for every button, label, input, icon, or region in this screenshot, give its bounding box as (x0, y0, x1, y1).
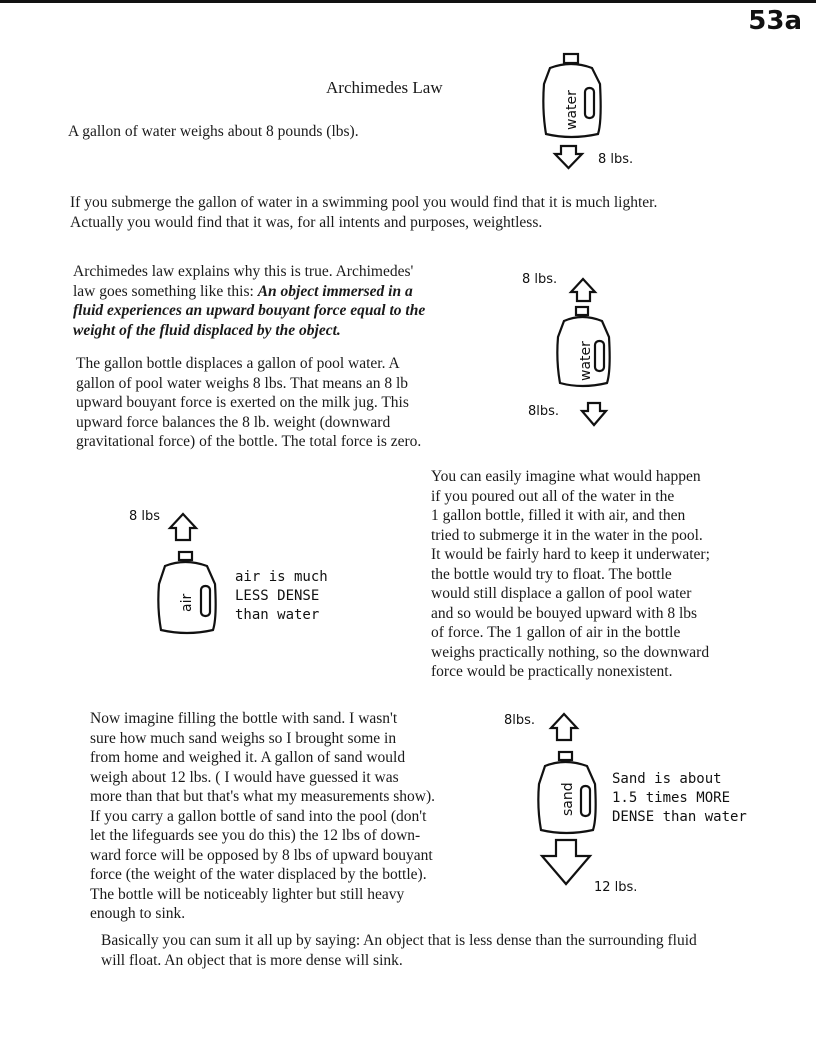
jug-cap (564, 54, 578, 63)
text-line: You can easily imagine what would happen (431, 468, 701, 485)
text-line: force would be practically nonexistent. (431, 663, 673, 680)
law-statement: weight of the fluid displaced by the object. (73, 321, 341, 339)
jug-label: sand (560, 782, 576, 816)
text-line: of force. The 1 gallon of air in the bottle (431, 624, 681, 641)
text-line (73, 282, 425, 302)
top-rule (0, 0, 816, 3)
buoyant-force-label: 8 lbs. (522, 272, 558, 287)
paragraph-sand-bottle (90, 709, 435, 924)
jug-label: air (179, 593, 195, 612)
paragraph-gallon-weight: A gallon of water weighs about 8 pounds (lbs). (68, 123, 359, 140)
text-line: upward bouyant force is exerted on the milk jug. This (76, 394, 409, 411)
jug-label: water (578, 341, 594, 381)
up-arrow-icon (170, 514, 196, 540)
note-line: DENSE than water (612, 809, 747, 825)
paragraph-air-bottle (431, 467, 710, 682)
text-line: tried to submerge it in the water in the pool. (431, 526, 703, 544)
text-line: Actually you would find that it was, for all intents and purposes, weightless. (70, 213, 543, 231)
note-line: 1.5 times MORE (612, 790, 731, 806)
text-line: more than that but that's what my measurements show). (90, 788, 436, 805)
text-line: ward force will be opposed by 8 lbs of upward bouyant (90, 846, 433, 864)
figure-air-jug (125, 500, 235, 640)
text-line: upward force balances the 8 lb. weight (downward (76, 413, 391, 431)
buoyant-force-label: 8 lbs (129, 509, 161, 524)
text-line: gravitational force) of the bottle. The total force is zero. (76, 433, 422, 450)
weight-label: 12 lbs. (594, 880, 638, 895)
paragraph-submerge (70, 193, 657, 232)
note-line: Sand is about (612, 771, 722, 787)
text-line: weighs practically nothing, so the downward (431, 643, 710, 661)
text-line: The gallon bottle displaces a gallon of pool water. A (76, 355, 400, 372)
up-arrow-icon (571, 279, 595, 301)
text-line: weigh about 12 lbs. ( I would have guessed it was (90, 768, 399, 786)
figure-submerged-water-jug (520, 265, 640, 445)
text-line: from home and weighed it. A gallon of sand would (90, 749, 406, 766)
note-line: LESS DENSE (235, 588, 320, 604)
jug-cap (179, 552, 192, 560)
page-title: Archimedes Law (326, 78, 443, 97)
page-number: 53a (748, 6, 802, 36)
text-line: If you carry a gallon bottle of sand into the pool (don't (90, 807, 427, 825)
text-line: force (the weight of the water displaced by the bottle). (90, 866, 427, 883)
law-statement: fluid experiences an upward bouyant force equal to the (73, 302, 426, 319)
text-line: 1 gallon bottle, filled it with air, and then (431, 507, 686, 524)
jug-handle (585, 88, 594, 118)
down-arrow-icon (582, 403, 606, 425)
note-line: air is much (235, 569, 328, 585)
text-line: sure how much sand weighs so I brought some in (90, 729, 397, 747)
figure-water-jug (540, 50, 670, 175)
paragraph-displacement (76, 354, 421, 452)
text-line: let the lifeguards see you do this) the 12 lbs of down- (90, 827, 421, 844)
text-line: the bottle would try to float. The bottle (431, 565, 672, 583)
jug-handle (201, 586, 210, 616)
text-line: and so would be bouyed upward with 8 lbs (431, 604, 698, 622)
text-line: If you submerge the gallon of water in a swimming pool you would find that it is much lighter. (70, 194, 658, 211)
up-arrow-icon (551, 714, 577, 740)
buoyant-force-label: 8lbs. (504, 713, 536, 728)
text-line: Now imagine filling the bottle with sand. I wasn't (90, 710, 398, 727)
text-plain: law goes something like this: (73, 282, 258, 300)
text-line: The bottle will be noticeably lighter but still heavy (90, 885, 405, 903)
weight-label: 8 lbs. (598, 152, 634, 167)
text-line: Basically you can sum it all up by saying: An object that is less dense than the surrounding fluid (101, 932, 697, 949)
jug-cap (559, 752, 572, 760)
text-line: It would be fairly hard to keep it underwater; (431, 546, 710, 563)
text-line: gallon of pool water weighs 8 lbs. That means an 8 lb (76, 374, 409, 392)
note-line: than water (235, 607, 320, 623)
down-arrow-icon (542, 840, 590, 884)
down-arrow-icon (555, 146, 582, 168)
sand-density-note (612, 770, 747, 827)
text-line: Archimedes law explains why this is true. Archimedes' (73, 263, 414, 280)
air-density-note (235, 568, 328, 625)
text-line: if you poured out all of the water in the (431, 487, 675, 505)
jug-handle (595, 341, 604, 371)
jug-label: water (564, 90, 580, 130)
text-line: enough to sink. (90, 905, 186, 922)
paragraph-archimedes-law (73, 262, 425, 340)
law-statement: An object immersed in a (257, 282, 413, 300)
figure-sand-jug (500, 708, 638, 898)
text-line: would still displace a gallon of pool water (431, 585, 692, 602)
weight-label: 8lbs. (528, 404, 560, 419)
jug-cap (576, 307, 588, 315)
jug-handle (581, 786, 590, 816)
paragraph-summary (101, 931, 697, 970)
text-line: will float. An object that is more dense will sink. (101, 951, 403, 969)
